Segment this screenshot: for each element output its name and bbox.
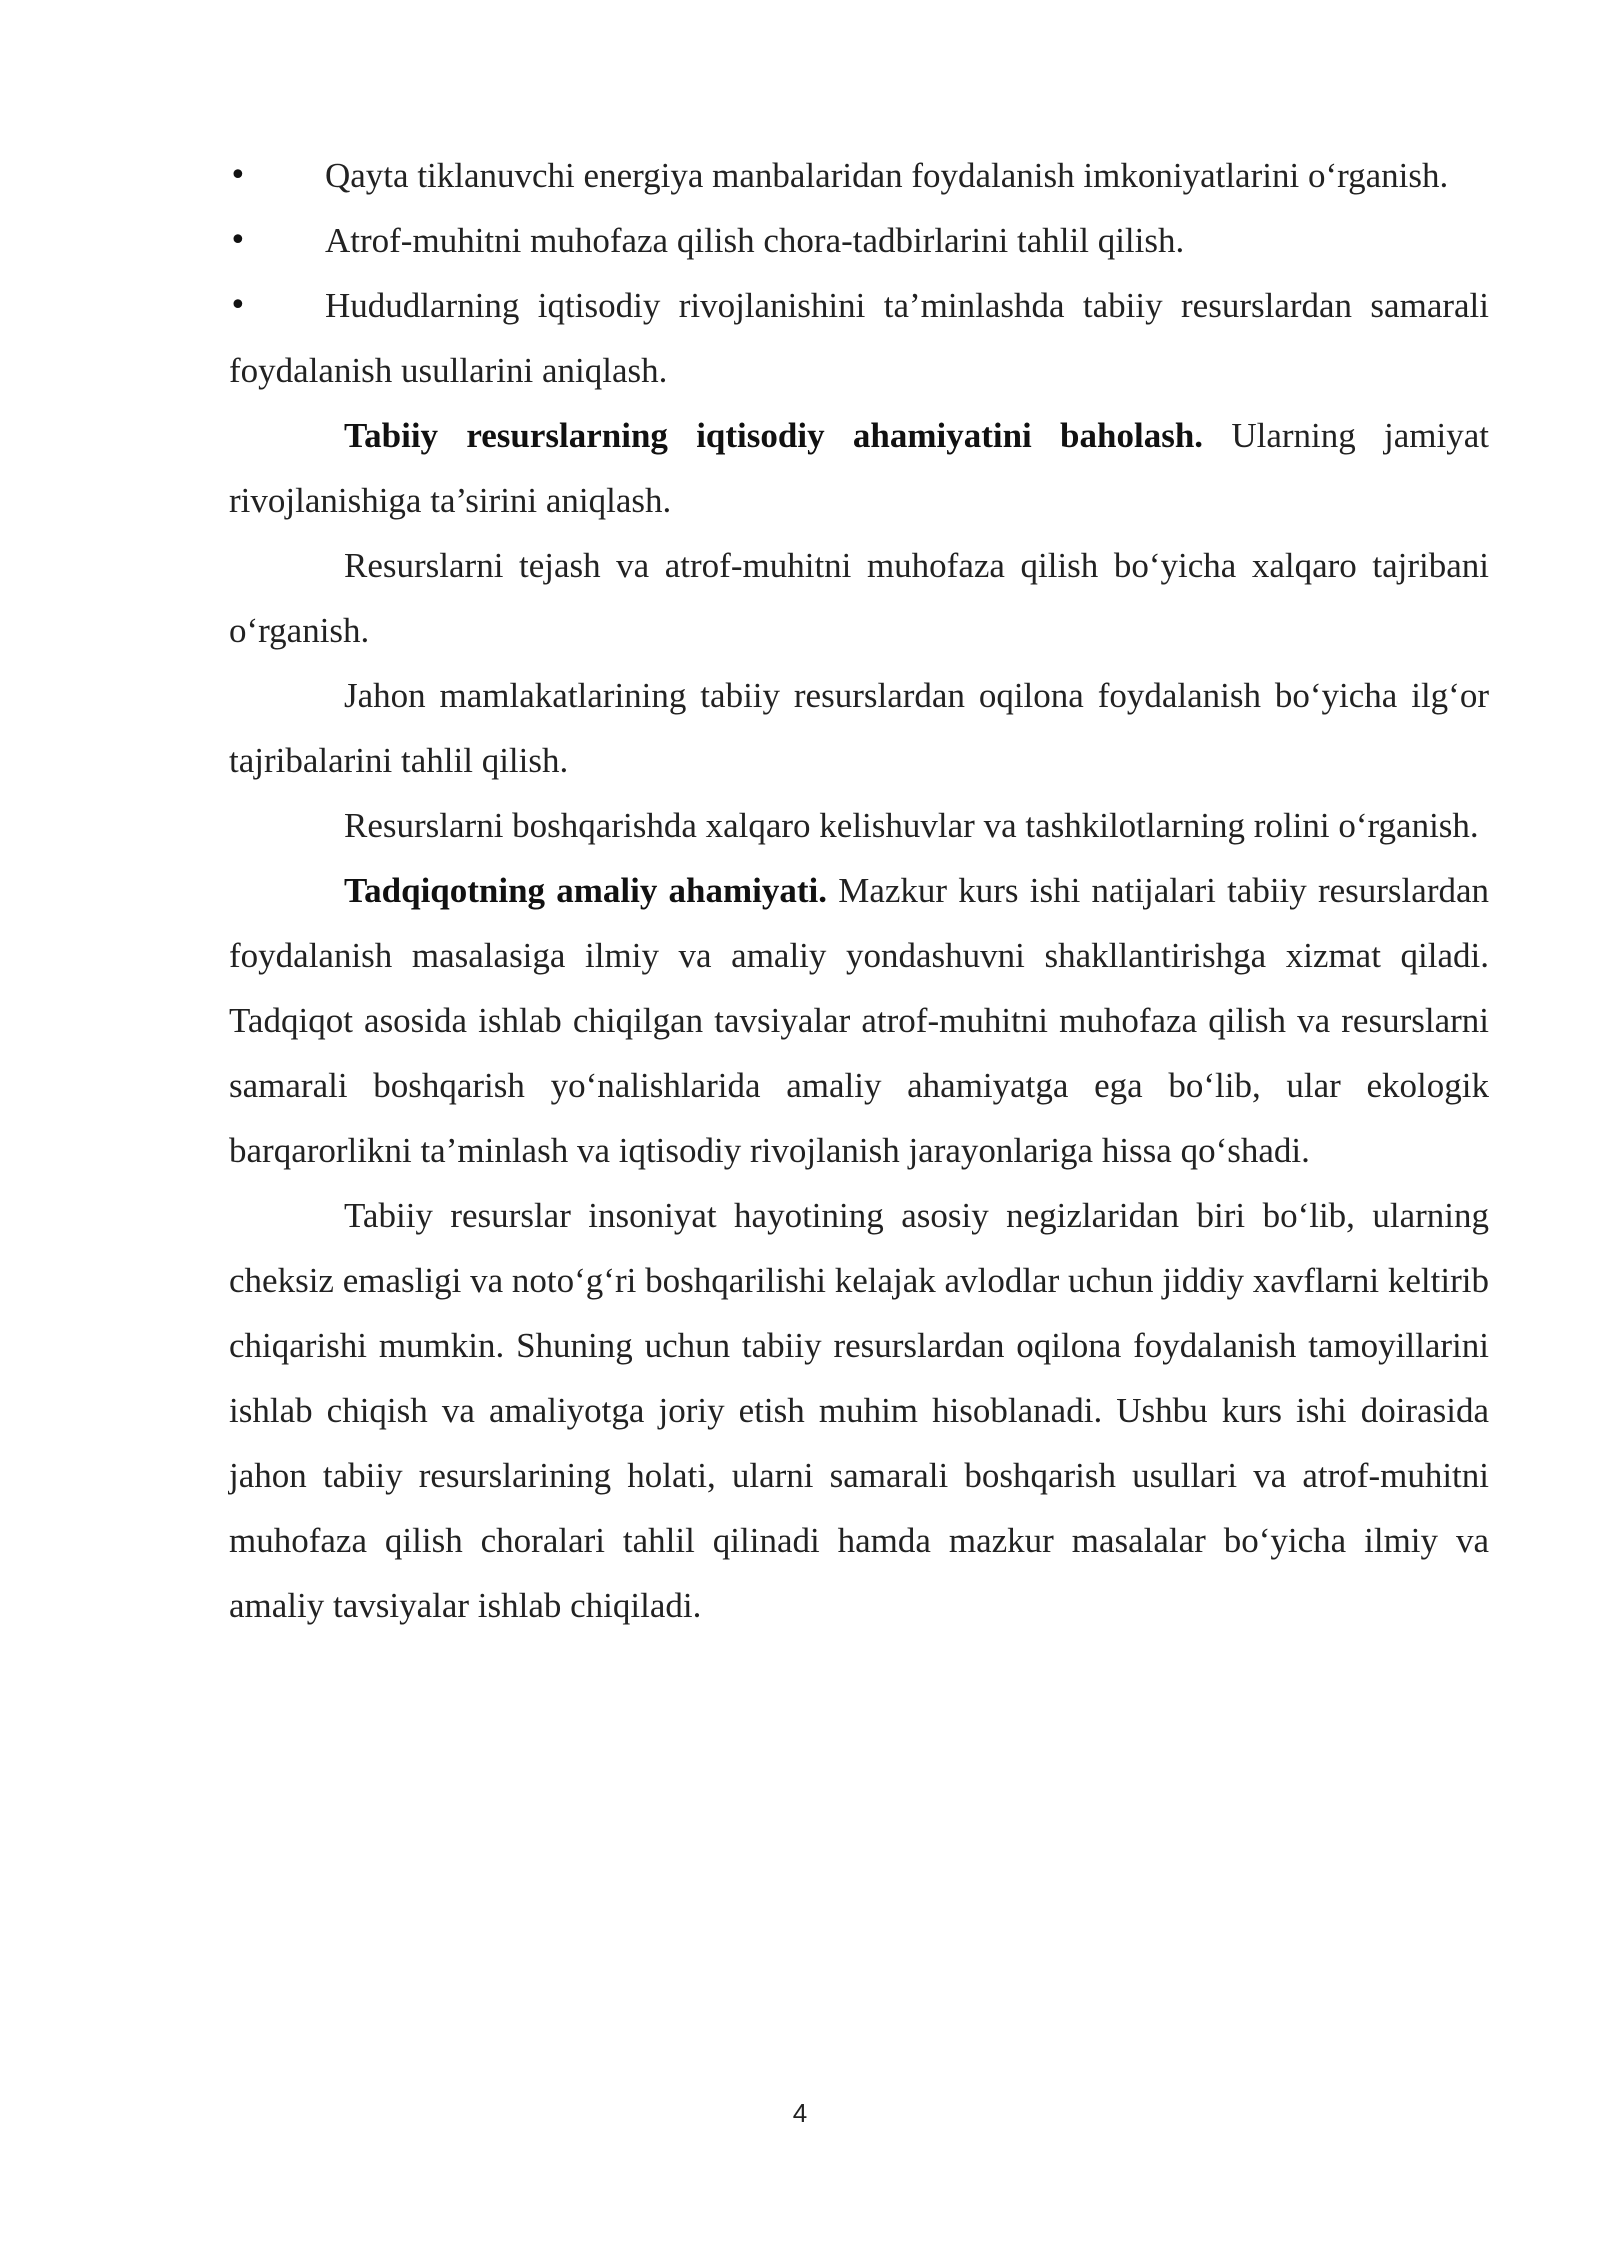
bullet-text: Atrof-muhitni muhofaza qilish chora-tadbirlarini tahlil qilish. xyxy=(325,221,1185,260)
bullet-item xyxy=(229,143,1489,208)
paragraph-text: Resurslarni tejash va atrof-muhitni muhofaza qilish bo‘yicha xalqaro tajribani o‘rganish. xyxy=(229,546,1489,650)
paragraph xyxy=(229,533,1489,663)
paragraph xyxy=(229,1183,1489,1638)
bullet-icon: • xyxy=(229,158,247,193)
paragraph-text: Mazkur kurs ishi natijalari tabiiy resurslardan foydalanish masalasiga ilmiy va amaliy yondashuvni shakllantirishga xizmat qiladi. Tadqiqot asosida ishlab chiqilgan tavsiyalar atrof-muhitni muhofaza qilish va resurslarni samarali boshqarish yo‘nalishlarida amaliy ahamiyatga ega bo‘lib, ular ekologik barqarorlikni ta’minlash va iqtisodiy rivojlanish jarayonlariga hissa qo‘shadi. xyxy=(229,871,1490,1170)
bullet-icon: • xyxy=(229,288,247,323)
paragraph-heading: Tadqiqotning amaliy ahamiyati. xyxy=(344,871,828,910)
paragraph-text: Resurslarni boshqarishda xalqaro kelishuvlar va tashkilotlarning rolini o‘rganish. xyxy=(344,806,1479,845)
paragraph xyxy=(229,403,1489,533)
bullet-icon: • xyxy=(229,223,247,258)
paragraph xyxy=(229,663,1489,793)
bullet-item xyxy=(229,208,1489,273)
bullet-text: Hududlarning iqtisodiy rivojlanishini ta’minlashda tabiiy resurslardan samarali foydalanish usullarini aniqlash. xyxy=(229,286,1489,390)
page-body xyxy=(229,143,1489,1638)
paragraph-heading: Tabiiy resurslarning iqtisodiy ahamiyatini baholash. xyxy=(344,416,1204,455)
paragraph-text: Tabiiy resurslar insoniyat hayotining asosiy negizlaridan biri bo‘lib, ularning cheksiz emasligi va noto‘g‘ri boshqarilishi kelajak avlodlar uchun jiddiy xavflarni keltirib chiqarishi mumkin. Shuning uchun tabiiy resurslardan oqilona foydalanish tamoyillarini ishlab chiqish va amaliyotga joriy etish muhim hisoblanadi. Ushbu kurs ishi doirasida jahon tabiiy resurslarining holati, ularni samarali boshqarish usullari va atrof-muhitni muhofaza qilish choralari tahlil qilinadi hamda mazkur masalalar bo‘yicha ilmiy va amaliy tavsiyalar ishlab chiqiladi. xyxy=(229,1196,1489,1625)
paragraph xyxy=(229,793,1489,858)
page-number: 4 xyxy=(792,2098,808,2128)
paragraph-text: Ularning jamiyat rivojlanishiga ta’sirini aniqlash. xyxy=(229,416,1489,520)
bullet-item xyxy=(229,273,1489,403)
paragraph-text: Jahon mamlakatlarining tabiiy resurslardan oqilona foydalanish bo‘yicha ilg‘or tajribalarini tahlil qilish. xyxy=(229,676,1489,780)
paragraph xyxy=(229,858,1489,1183)
bullet-text: Qayta tiklanuvchi energiya manbalaridan foydalanish imkoniyatlarini o‘rganish. xyxy=(325,156,1449,195)
